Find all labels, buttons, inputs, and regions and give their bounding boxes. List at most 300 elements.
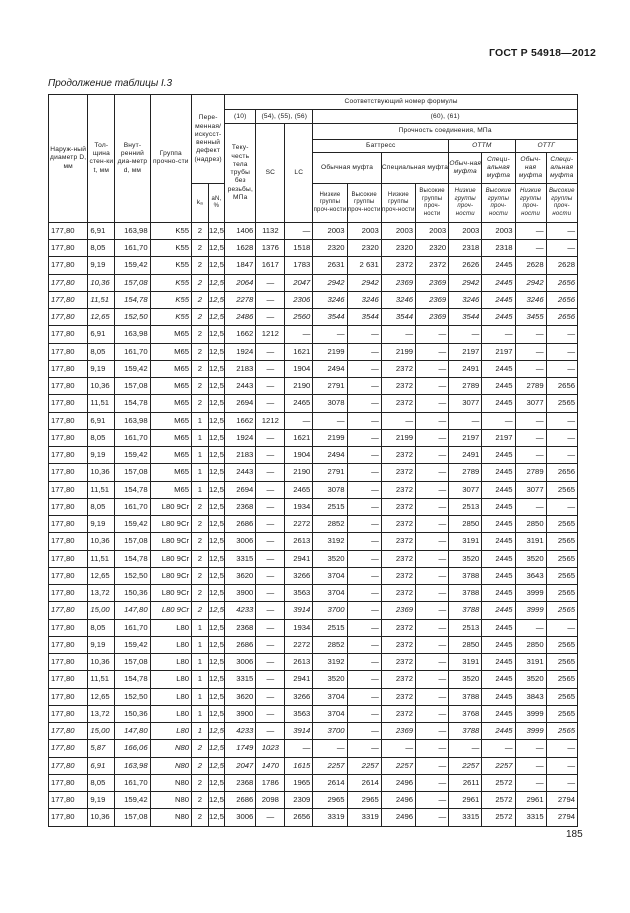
table-cell: 2199	[381, 429, 415, 446]
table-cell: 10,36	[88, 274, 115, 291]
table-cell: 2372	[381, 585, 415, 602]
table-cell: 2	[192, 395, 209, 412]
table-cell: —	[416, 654, 449, 671]
col-header-defect: Пере-менная/ искусст-венный дефект (надрез)	[192, 95, 225, 184]
table-cell: 12,5	[208, 326, 225, 343]
table-cell: 2272	[285, 516, 313, 533]
table-cell: 2613	[285, 533, 313, 550]
table-cell: 2789	[449, 378, 482, 395]
table-cell: 8,05	[88, 774, 115, 791]
table-cell: 163,98	[115, 757, 150, 774]
table-cell: M65	[150, 481, 191, 498]
table-cell: 2656	[546, 291, 577, 308]
table-cell: 2494	[313, 447, 347, 464]
table-cell: 2686	[225, 792, 256, 809]
table-cell: 3077	[449, 481, 482, 498]
table-cell: —	[416, 723, 449, 740]
table-row	[49, 705, 578, 722]
header-high-1: Высокие группы проч-ности	[347, 184, 381, 223]
table-cell: 1132	[256, 222, 285, 239]
table-cell: 3544	[347, 309, 381, 326]
table-cell: 1749	[225, 740, 256, 757]
table-cell: 2565	[546, 533, 577, 550]
table-cell: 3246	[381, 291, 415, 308]
table-cell: 177,80	[49, 723, 88, 740]
formula-number-header: Соответствующий номер формулы	[225, 95, 578, 110]
table-cell: —	[347, 636, 381, 653]
table-cell: 1904	[285, 360, 313, 377]
table-cell: 11,51	[88, 671, 115, 688]
table-cell: —	[381, 412, 415, 429]
table-cell: L80 9Cr	[150, 550, 191, 567]
table-cell: 2369	[416, 291, 449, 308]
table-cell: —	[347, 360, 381, 377]
table-cell: 12,5	[208, 343, 225, 360]
table-cell: 2369	[381, 274, 415, 291]
table-cell: 2369	[416, 309, 449, 326]
table-cell: 2372	[381, 567, 415, 584]
ottm-header: ОТТМ	[449, 139, 515, 152]
table-cell: —	[515, 326, 546, 343]
table-cell: 2369	[416, 274, 449, 291]
col-header-lc: LC	[285, 124, 313, 223]
table-cell: 2565	[546, 705, 577, 722]
table-cell: 3246	[515, 291, 546, 308]
table-cell: 3191	[449, 654, 482, 671]
table-cell: —	[416, 498, 449, 515]
table-cell: 2789	[515, 378, 546, 395]
table-cell: 3900	[225, 705, 256, 722]
table-cell: 177,80	[49, 498, 88, 515]
table-cell: 1615	[285, 757, 313, 774]
table-cell: 3999	[515, 585, 546, 602]
table-cell: 2197	[449, 343, 482, 360]
table-cell: 177,80	[49, 257, 88, 274]
table-cell: 2565	[546, 723, 577, 740]
table-cell: 8,05	[88, 429, 115, 446]
table-cell: 2372	[381, 671, 415, 688]
table-cell: 2565	[546, 654, 577, 671]
table-cell: 3563	[285, 585, 313, 602]
table-cell: 2	[192, 360, 209, 377]
table-cell: —	[256, 533, 285, 550]
table-cell: 2496	[381, 774, 415, 791]
table-cell: 12,5	[208, 516, 225, 533]
table-cell: 12,5	[208, 309, 225, 326]
table-row	[49, 516, 578, 533]
table-cell: 2257	[347, 757, 381, 774]
table-cell: 2372	[381, 447, 415, 464]
table-cell: 2	[192, 274, 209, 291]
table-cell: 2465	[285, 395, 313, 412]
table-cell: —	[416, 533, 449, 550]
table-cell: —	[285, 740, 313, 757]
table-cell: 2445	[482, 602, 515, 619]
table-cell: 1	[192, 636, 209, 653]
table-cell: 2257	[482, 757, 515, 774]
table-cell: 1617	[256, 257, 285, 274]
table-cell: 177,80	[49, 705, 88, 722]
table-cell: 2961	[449, 792, 482, 809]
table-cell: —	[515, 757, 546, 774]
table-cell: N80	[150, 792, 191, 809]
table-cell: 2183	[225, 360, 256, 377]
table-cell: 150,36	[115, 585, 150, 602]
table-cell: —	[515, 740, 546, 757]
table-cell: 3520	[449, 550, 482, 567]
table-cell: 159,42	[115, 360, 150, 377]
table-cell: 177,80	[49, 516, 88, 533]
table-cell: L80	[150, 723, 191, 740]
table-row	[49, 412, 578, 429]
table-cell: 1628	[225, 240, 256, 257]
table-cell: 2257	[449, 757, 482, 774]
table-cell: 2443	[225, 378, 256, 395]
table-cell: 2791	[313, 378, 347, 395]
table-cell: 2942	[313, 274, 347, 291]
table-cell: —	[515, 619, 546, 636]
table-cell: 2003	[313, 222, 347, 239]
table-cell: 2197	[482, 429, 515, 446]
table-cell: 159,42	[115, 792, 150, 809]
table-cell: 2047	[225, 757, 256, 774]
table-cell: 161,70	[115, 429, 150, 446]
header-low-1: Низкие группы проч-ности	[313, 184, 347, 223]
table-cell: 2	[192, 792, 209, 809]
table-cell: 177,80	[49, 395, 88, 412]
table-cell: 3544	[313, 309, 347, 326]
table-cell: 3455	[515, 309, 546, 326]
table-cell: —	[256, 481, 285, 498]
table-cell: 1904	[285, 447, 313, 464]
table-cell: —	[256, 274, 285, 291]
table-row	[49, 240, 578, 257]
table-cell: 1934	[285, 619, 313, 636]
formula-10: (10)	[225, 110, 256, 124]
table-cell: —	[416, 585, 449, 602]
table-cell: 2368	[225, 774, 256, 791]
table-cell: 3700	[313, 602, 347, 619]
table-cell: 2320	[347, 240, 381, 257]
table-cell: —	[416, 395, 449, 412]
table-cell: 12,5	[208, 740, 225, 757]
table-cell: 177,80	[49, 360, 88, 377]
table-cell: 3768	[449, 705, 482, 722]
header-high-2: Высокие группы проч-ности	[416, 184, 449, 223]
table-cell: 2372	[381, 516, 415, 533]
col-header-inner: Внут-ренний диа-метр d, мм	[115, 95, 150, 223]
table-cell: —	[416, 516, 449, 533]
table-cell: 12,65	[88, 567, 115, 584]
table-cell: 3191	[449, 533, 482, 550]
table-cell: 12,5	[208, 257, 225, 274]
table-cell: 3704	[313, 705, 347, 722]
table-cell: K55	[150, 222, 191, 239]
table-cell: —	[285, 412, 313, 429]
header-high-4: Высокие группы проч-ности	[546, 184, 577, 223]
table-cell: L80 9Cr	[150, 567, 191, 584]
table-row	[49, 619, 578, 636]
table-cell: —	[256, 671, 285, 688]
table-cell: 3246	[347, 291, 381, 308]
table-cell: 1	[192, 705, 209, 722]
table-cell: 2565	[546, 585, 577, 602]
table-cell: —	[416, 464, 449, 481]
table-cell: —	[515, 447, 546, 464]
table-cell: 2320	[313, 240, 347, 257]
table-cell: 2942	[515, 274, 546, 291]
table-cell: —	[347, 723, 381, 740]
table-cell: 2513	[449, 498, 482, 515]
table-cell: —	[347, 688, 381, 705]
table-cell: 2	[192, 740, 209, 757]
table-cell: —	[347, 429, 381, 446]
table-cell: 2942	[449, 274, 482, 291]
table-cell: 2	[192, 757, 209, 774]
table-cell: 2445	[482, 360, 515, 377]
table-cell: 2656	[285, 809, 313, 827]
table-cell: 2003	[381, 222, 415, 239]
table-cell: 177,80	[49, 550, 88, 567]
table-cell: —	[416, 447, 449, 464]
table-cell: 3620	[225, 567, 256, 584]
col-header-ka: kₐ	[192, 184, 209, 223]
table-cell: —	[416, 360, 449, 377]
table-cell: 11,51	[88, 550, 115, 567]
table-cell: —	[546, 360, 577, 377]
table-cell: 2064	[225, 274, 256, 291]
table-cell: 2445	[482, 550, 515, 567]
table-cell: 2372	[381, 688, 415, 705]
table-cell: 177,80	[49, 447, 88, 464]
table-row	[49, 723, 578, 740]
table-cell: 177,80	[49, 412, 88, 429]
table-row	[49, 360, 578, 377]
table-cell: 10,36	[88, 809, 115, 827]
table-cell: —	[256, 309, 285, 326]
table-cell: —	[416, 602, 449, 619]
table-cell: 2565	[546, 671, 577, 688]
table-cell: M65	[150, 360, 191, 377]
table-cell: 2	[192, 222, 209, 239]
table-cell: —	[347, 447, 381, 464]
table-cell: 161,70	[115, 774, 150, 791]
table-cell: 2789	[449, 464, 482, 481]
table-cell: 3843	[515, 688, 546, 705]
formula-54: (54), (55), (56)	[256, 110, 313, 124]
table-cell: 2496	[381, 809, 415, 827]
table-cell: N80	[150, 774, 191, 791]
table-cell: N80	[150, 809, 191, 827]
page-number: 185	[566, 829, 583, 840]
table-row	[49, 343, 578, 360]
table-cell: 12,5	[208, 222, 225, 239]
table-cell: 177,80	[49, 378, 88, 395]
table-cell: 3319	[313, 809, 347, 827]
table-cell: —	[256, 360, 285, 377]
table-cell: 1662	[225, 326, 256, 343]
table-cell: 177,80	[49, 740, 88, 757]
table-cell: —	[313, 326, 347, 343]
table-cell: 159,42	[115, 516, 150, 533]
table-row	[49, 481, 578, 498]
table-cell: K55	[150, 240, 191, 257]
table-cell: 6,91	[88, 757, 115, 774]
table-cell: —	[285, 326, 313, 343]
table-cell: —	[347, 464, 381, 481]
table-cell: 9,19	[88, 447, 115, 464]
table-cell: 177,80	[49, 429, 88, 446]
table-cell: —	[347, 705, 381, 722]
table-cell: —	[256, 395, 285, 412]
table-cell: 2445	[482, 498, 515, 515]
table-cell: 2694	[225, 395, 256, 412]
table-cell: —	[515, 412, 546, 429]
table-cell: 2318	[449, 240, 482, 257]
table-cell: 3077	[515, 395, 546, 412]
table-cell: 2278	[225, 291, 256, 308]
table-cell: 2794	[546, 809, 577, 827]
table-cell: 2372	[381, 550, 415, 567]
table-cell: M65	[150, 412, 191, 429]
table-cell: 1376	[256, 240, 285, 257]
table-cell: M65	[150, 464, 191, 481]
table-cell: 177,80	[49, 533, 88, 550]
table-cell: 2631	[313, 257, 347, 274]
table-cell: 1924	[225, 343, 256, 360]
table-cell: 12,5	[208, 774, 225, 791]
table-cell: 157,08	[115, 274, 150, 291]
table-cell: 1	[192, 654, 209, 671]
table-cell: 2852	[313, 636, 347, 653]
table-cell: 2941	[285, 550, 313, 567]
table-row	[49, 222, 578, 239]
table-cell: —	[449, 740, 482, 757]
table-row	[49, 291, 578, 308]
col-header-outer-diameter: Наруж-ный диаметр D, мм	[49, 95, 88, 223]
table-cell: 2513	[449, 619, 482, 636]
table-cell: M65	[150, 447, 191, 464]
table-cell: 1	[192, 619, 209, 636]
table-cell: —	[347, 654, 381, 671]
table-cell: 166,06	[115, 740, 150, 757]
table-cell: —	[416, 740, 449, 757]
table-cell: —	[347, 326, 381, 343]
table-cell: 154,78	[115, 395, 150, 412]
table-cell: 2372	[381, 498, 415, 515]
formula-60: (60), (61)	[313, 110, 578, 124]
table-cell: 1621	[285, 343, 313, 360]
col-header-sc: SC	[256, 124, 285, 223]
table-cell: 2190	[285, 464, 313, 481]
table-cell: 2047	[285, 274, 313, 291]
table-cell: 177,80	[49, 567, 88, 584]
table-cell: 12,5	[208, 429, 225, 446]
table-cell: 15,00	[88, 723, 115, 740]
table-cell: 1	[192, 447, 209, 464]
table-cell: 6,91	[88, 222, 115, 239]
table-cell: 2372	[381, 378, 415, 395]
table-cell: —	[546, 326, 577, 343]
table-cell: 163,98	[115, 222, 150, 239]
table-cell: N80	[150, 757, 191, 774]
table-cell: 2003	[482, 222, 515, 239]
table-cell: 12,5	[208, 291, 225, 308]
table-cell: —	[482, 412, 515, 429]
table-cell: 2515	[313, 619, 347, 636]
table-cell: 2	[192, 240, 209, 257]
table-cell: 2	[192, 774, 209, 791]
table-cell: 2	[192, 585, 209, 602]
table-cell: —	[416, 757, 449, 774]
table-cell: 3077	[515, 481, 546, 498]
table-cell: 2852	[313, 516, 347, 533]
table-cell: 11,51	[88, 481, 115, 498]
table-cell: 2850	[515, 516, 546, 533]
table-cell: —	[256, 464, 285, 481]
table-cell: 1470	[256, 757, 285, 774]
table-cell: 2445	[482, 567, 515, 584]
table-cell: 2491	[449, 360, 482, 377]
table-cell: 2445	[482, 705, 515, 722]
table-cell: L80 9Cr	[150, 533, 191, 550]
table-cell: 177,80	[49, 274, 88, 291]
table-cell: —	[546, 740, 577, 757]
table-row	[49, 464, 578, 481]
table-cell: 2445	[482, 585, 515, 602]
table-cell: 3704	[313, 567, 347, 584]
table-cell: 12,5	[208, 602, 225, 619]
table-cell: 2486	[225, 309, 256, 326]
table-cell: 2190	[285, 378, 313, 395]
table-cell: 12,5	[208, 757, 225, 774]
table-cell: 1518	[285, 240, 313, 257]
col-header-wall: Тол-щина стен-ки t, мм	[88, 95, 115, 223]
table-cell: 177,80	[49, 222, 88, 239]
table-cell: 177,80	[49, 636, 88, 653]
table-cell: 2515	[313, 498, 347, 515]
header-low-3: Низкие группы проч-ности	[449, 184, 482, 223]
table-cell: 11,51	[88, 395, 115, 412]
table-cell: —	[416, 671, 449, 688]
table-cell: L80 9Cr	[150, 602, 191, 619]
table-cell: 2465	[285, 481, 313, 498]
table-cell: 2613	[285, 654, 313, 671]
table-cell: —	[256, 447, 285, 464]
table-cell: 3078	[313, 395, 347, 412]
table-cell: —	[347, 671, 381, 688]
table-cell: 157,08	[115, 464, 150, 481]
col-header-an: aN, %	[208, 184, 225, 223]
table-cell: 8,05	[88, 240, 115, 257]
table-cell: 8,05	[88, 619, 115, 636]
table-cell: —	[416, 429, 449, 446]
table-cell: 1212	[256, 412, 285, 429]
table-cell: —	[482, 740, 515, 757]
table-cell: 3192	[313, 654, 347, 671]
table-row	[49, 447, 578, 464]
table-cell: 2494	[313, 360, 347, 377]
table-cell: 12,5	[208, 654, 225, 671]
table-cell: 11,51	[88, 291, 115, 308]
col-header-yield: Теку-честь тела трубы без резьбы, МПа	[225, 124, 256, 223]
table-cell: 177,80	[49, 809, 88, 827]
table-cell: 9,19	[88, 360, 115, 377]
table-cell: —	[347, 619, 381, 636]
table-cell: —	[515, 343, 546, 360]
table-cell: —	[256, 619, 285, 636]
table-cell: 10,36	[88, 654, 115, 671]
